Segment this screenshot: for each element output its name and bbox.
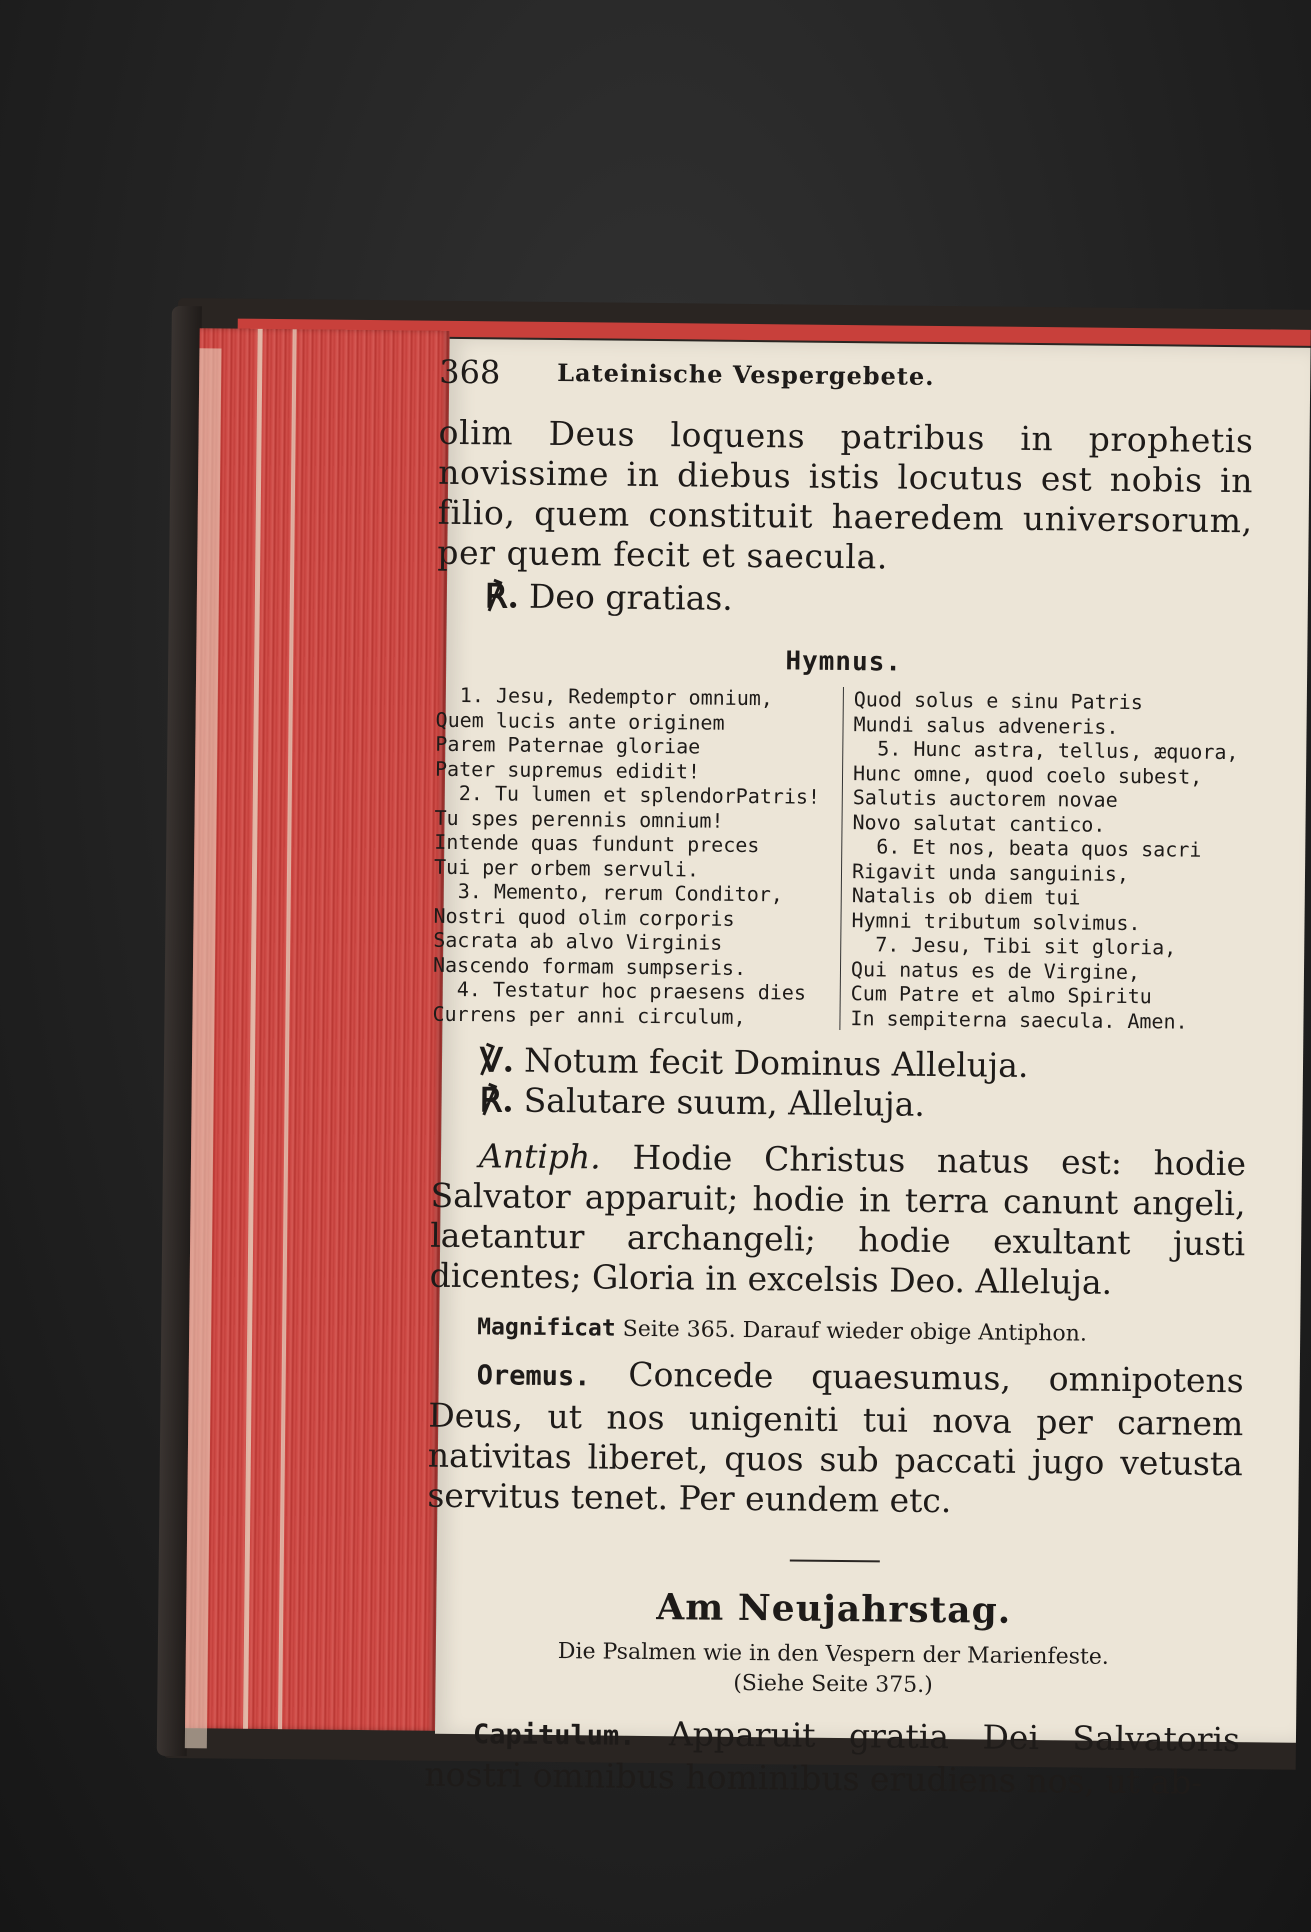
versicle-symbol: ℣. — [479, 1040, 515, 1080]
oremus-label: Oremus. — [476, 1360, 591, 1393]
versicle-text: Notum fecit Dominus Alleluja. — [523, 1040, 1029, 1085]
hymn-heading: Hymnus. — [785, 646, 903, 678]
hymn-line: Cum Patre et almo Spiritu — [850, 981, 1152, 1009]
hymn-line: Pater supremus edidit! — [434, 756, 701, 783]
page-edge-light — [278, 329, 297, 1729]
hymn-line: 3. Memento, rerum Conditor, — [457, 878, 784, 907]
hymn-line: Salutis auctorem novae — [852, 785, 1118, 812]
response-symbol: ℟. — [484, 576, 520, 616]
running-header — [439, 353, 1255, 422]
section-subtitle — [425, 1636, 1241, 1705]
hymn-line: Novo salutat cantico. — [852, 809, 1106, 837]
magnificat-label: Magnificat — [477, 1314, 616, 1342]
hymn-line: 2. Tu lumen et splendorPatris! — [458, 780, 821, 809]
hymn-line: Currens per anni circulum, — [432, 1001, 746, 1029]
antiphon-label: Antiph. — [478, 1136, 602, 1177]
hymn-line: Tu spes perennis omnium! — [434, 805, 724, 833]
hymn-line: Quod solus e sinu Patris — [853, 687, 1143, 715]
hymn-line: Sacrata ab alvo Virginis — [433, 927, 723, 955]
oremus-text: Concede quaesumus, omnipotens Deus, ut nos unigeniti tui nova per carnem nativitas liberet, quos sub paccati jugo vetusta servitus tenet. Per eundem etc. — [427, 1354, 1244, 1521]
capitulum-text: Apparuit gratia Dei Salvatoris nostri omnibus hominibus erudiens nos, ut ab- — [424, 1714, 1241, 1802]
versicle-response — [479, 1080, 1246, 1128]
hymn-line: Rigavit unda sanguinis, — [851, 858, 1130, 886]
page-edge-light — [243, 329, 263, 1729]
hymn-line: Mundi salus adveneris. — [853, 711, 1119, 739]
hymn-line: 4. Testatur hoc praesens dies — [456, 976, 807, 1005]
hymn-line: In sempiterna saecula. Amen. — [850, 1005, 1188, 1034]
response-text: Deo gratias. — [528, 576, 734, 618]
hymn-line: 6. Et nos, beata quos sacri — [876, 834, 1202, 862]
capitulum-label: Capitulum. — [472, 1719, 636, 1752]
section-title: Am Neujahrstag. — [656, 1586, 1012, 1632]
response-text: Salutare suum, Alleluja. — [523, 1080, 926, 1124]
antiphon-text: Hodie Christus natus est: hodie Salvator apparuit; hodie in terra canunt angeli, laetantur archangeli; hodie exultant justi dicentes; Gloria in excelsis Deo. Alleluja. — [429, 1137, 1247, 1302]
hymn-line: Hymni tributum solvimus. — [851, 907, 1141, 935]
antiphon — [430, 1136, 1247, 1305]
page-content — [424, 353, 1254, 1803]
hymn-line: Tui per orbem servuli. — [433, 854, 700, 881]
hymn-line: 1. Jesu, Redemptor omnium, — [459, 682, 774, 711]
hymn-line: Quem lucis ante originem — [435, 707, 725, 735]
reading-response — [485, 575, 1252, 625]
magnificat-text: Seite 365. Darauf wieder obige Antiphon. — [622, 1316, 1088, 1347]
reading-text: olim Deus loquens patribus in prophetis novissime in diebus istis locutus est nobis in filio, quem constituit haeredem universorum, per quem fecit et saecula. — [437, 412, 1254, 577]
hymn-line: Parem Paternae gloriae — [435, 731, 701, 759]
hymn-line: 7. Jesu, Tibi sit gloria, — [875, 932, 1177, 960]
response-symbol: ℟. — [479, 1080, 514, 1120]
section-subtitle-line: (Siehe Seite 375.) — [733, 1670, 933, 1698]
section-divider — [789, 1559, 879, 1562]
hymn-line: 5. Hunc astra, tellus, æquora, — [877, 736, 1239, 765]
section-subtitle-line: Die Psalmen wie in den Vespern der Marienfeste. — [557, 1639, 1109, 1670]
hymn-text — [432, 683, 1251, 1035]
oremus-prayer — [427, 1353, 1244, 1525]
hymn-line: Hunc omne, quod coelo subest, — [852, 760, 1203, 789]
hymn-line: Intende quas fundunt preces — [434, 829, 760, 858]
hymn-line: Qui natus es de Virgine, — [850, 956, 1141, 984]
running-title: Lateinische Vespergebete. — [557, 357, 935, 391]
page-number: 368 — [439, 352, 501, 392]
hymn-line: Nostri quod olim corporis — [433, 903, 735, 931]
hymn-line: Natalis ob diem tui — [851, 883, 1081, 910]
hymn-left-column — [432, 683, 844, 1030]
page-edges — [185, 328, 450, 1731]
capitulum — [424, 1712, 1240, 1804]
book — [163, 298, 1311, 1802]
magnificat-note — [477, 1312, 1244, 1351]
hymn-line: Nascendo formam sumpseris. — [432, 952, 747, 980]
hymn-right-column — [840, 687, 1251, 1034]
